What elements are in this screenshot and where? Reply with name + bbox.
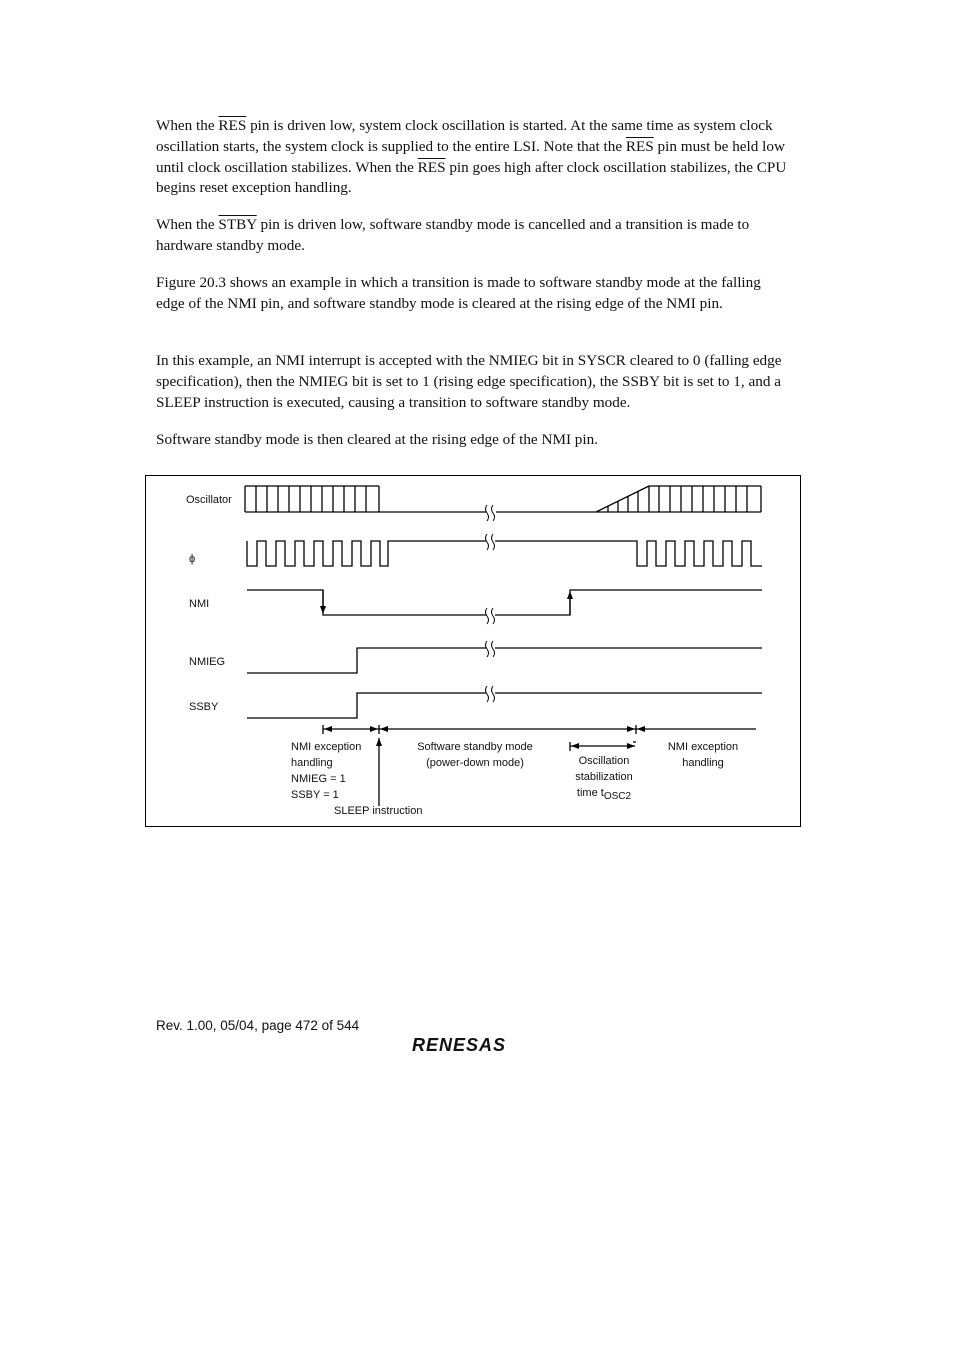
ssby-waveform xyxy=(247,693,762,718)
break-marks xyxy=(486,505,495,702)
page-footer: Rev. 1.00, 05/04, page 472 of 544 xyxy=(156,1018,360,1033)
standby-mode-annotation: Software standby mode (power-down mode) xyxy=(417,741,533,769)
timing-diagram xyxy=(145,475,801,827)
nmieg-label: NMIEG xyxy=(189,656,226,668)
nmi-label: NMI xyxy=(189,598,210,610)
res-pin-name: $\overline{RES}$ xyxy=(417,158,446,176)
paragraph-reset: When the $\overline{RES}$ pin is driven low, system clock oscillation is started. At the same time as system clock oscillation starts, the system clock is supplied to the entire LSI. Note that the $\overline{RES}$ pin must be held low until clock oscillation stabilizes. When the $\overline{RES}$ pin goes high after clock oscillation stabilizes, the CPU begins reset exception handling. xyxy=(156,117,787,197)
renesas-logo: RENESAS xyxy=(412,1035,507,1055)
osc-stabilization-annotation: Oscillation stabilization time $t_{OSC2}$ xyxy=(575,755,633,802)
timing-diagram-svg xyxy=(146,476,802,828)
oscillator-label: Oscillator xyxy=(186,494,232,506)
oscillator-waveform xyxy=(245,486,596,512)
paragraph-figure-intro: Figure 20.3 shows an example in which a transition is made to software standby mode at the falling edge of the NMI pin, and software standby mode is cleared at the rising edge of the NMI pin. xyxy=(156,274,761,312)
oscillator-ramp xyxy=(596,486,761,512)
nmi-waveform xyxy=(247,590,762,615)
paragraph-stby: When the STBY pin is driven low, software standby mode is cancelled and a transition is made to hardware standby mode. xyxy=(156,216,750,254)
nmi-exception-1-annotation: NMI exception handling NMIEG = 1 SSBY = 1 xyxy=(291,741,362,801)
res-pin-name: $\overline{RES}$ xyxy=(218,117,247,134)
sleep-instruction-label: SLEEP instruction xyxy=(334,805,423,817)
paragraph-cleared: Software standby mode is then cleared at the rising edge of the NMI pin. xyxy=(156,431,599,448)
ssby-label: SSBY xyxy=(189,701,219,713)
stby-pin-name: STBY xyxy=(218,216,257,233)
paragraph-example: In this example, an NMI interrupt is accepted with the NMIEG bit in SYSCR cleared to 0 (falling edge specification), then the NMIEG bit is set to 1 (rising edge specification), the SSBY bit is set to 1, and a SLEEP instruction is executed, causing a transition to software standby mode. xyxy=(156,352,782,411)
nmieg-waveform xyxy=(247,648,762,673)
res-pin-name: $\overline{RES}$ xyxy=(625,137,654,155)
phi-waveform xyxy=(247,541,762,566)
phi-label: ϕ xyxy=(189,553,196,565)
nmi-exception-2-annotation: NMI exception handling xyxy=(667,741,739,769)
